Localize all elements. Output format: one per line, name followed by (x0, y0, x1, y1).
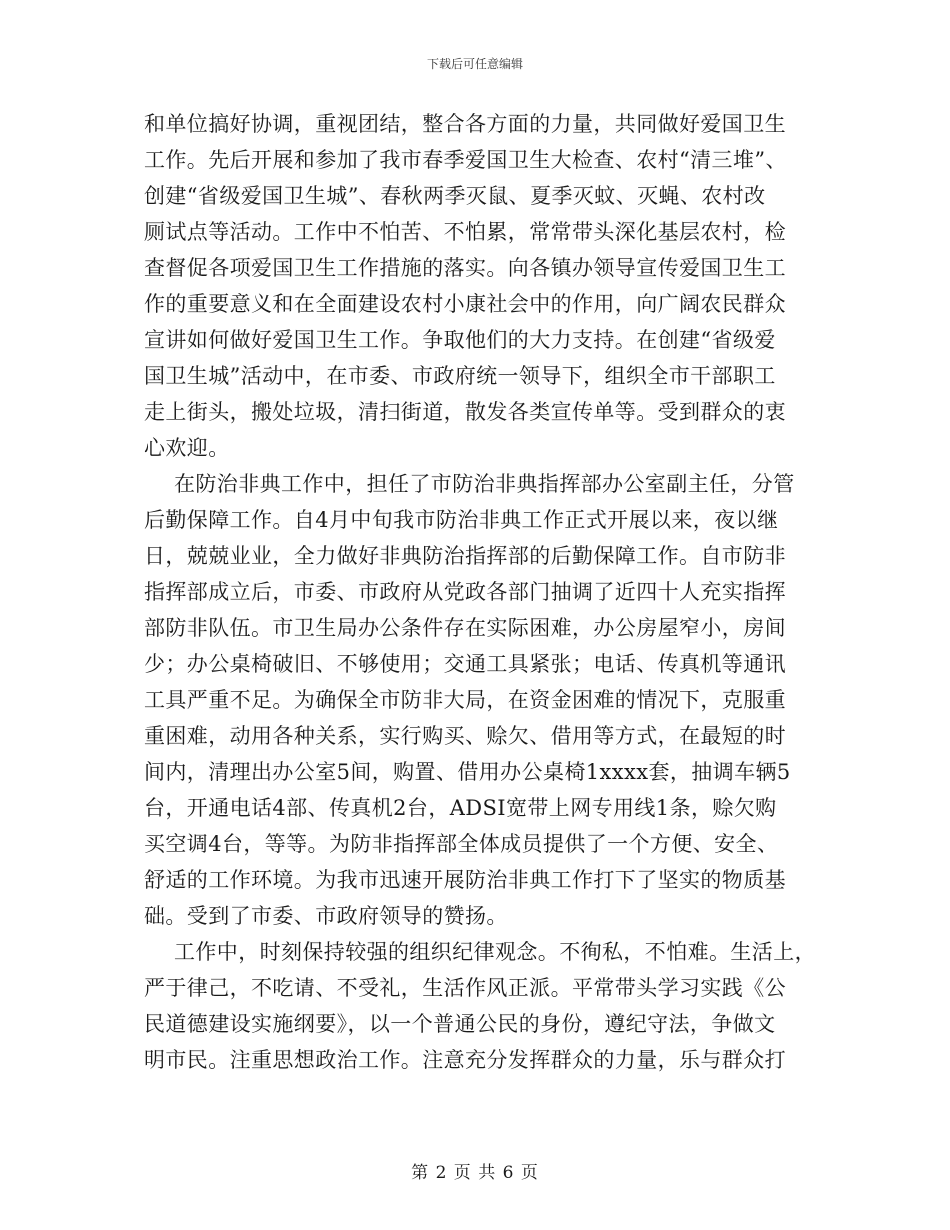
text-line: 少；办公桌椅破旧、不够使用；交通工具紧张；电话、传真机等通讯 (144, 652, 786, 676)
text-line: 走上街头，搬处垃圾，清扫街道，散发各类宣传单等。受到群众的衷 (144, 400, 786, 424)
text-line: 日，兢兢业业，全力做好非典防治指挥部的后勤保障工作。自市防非 (144, 544, 786, 568)
document-body (144, 106, 820, 1078)
page-header-note: 下载后可任意编辑 (426, 57, 523, 71)
text-line: 国卫生城”活动中，在市委、市政府统一领导下，组织全市干部职工 (144, 364, 776, 388)
text-line: 舒适的工作环境。为我市迅速开展防治非典工作打下了坚实的物质基 (144, 868, 786, 892)
text-line: 明市民。注重思想政治工作。注意充分发挥群众的力量，乐与群众打 (144, 1048, 786, 1072)
text-line: 后勤保障工作。自4月中旬我市防治非典工作正式开展以来，夜以继 (144, 508, 779, 532)
text-line: 作的重要意义和在全面建设农村小康社会中的作用，向广阔农民群众 (144, 292, 786, 316)
text-line: 台，开通电话4部、传真机2台，ADSI宽带上网专用线1条，赊欠购 (144, 796, 777, 820)
text-line: 和单位搞好协调，重视团结，整合各方面的力量，共同做好爱国卫生 (144, 112, 786, 136)
text-line: 买空调4台，等等。为防非指挥部全体成员提供了一个方便、安全、 (144, 832, 779, 856)
text-line: 工具严重不足。为确保全市防非大局，在资金困难的情况下，克服重 (144, 688, 786, 712)
text-line: 厕试点等活动。工作中不怕苦、不怕累，常常带头深化基层农村，检 (144, 220, 786, 244)
text-line: 重困难，动用各种关系，实行购买、赊欠、借用等方式，在最短的时 (144, 724, 786, 748)
text-line: 严于律己，不吃请、不受礼，生活作风正派。平常带头学习实践《公 (144, 976, 786, 1000)
text-line: 指挥部成立后，市委、市政府从党政各部门抽调了近四十人充实指挥 (144, 580, 786, 604)
text-line: 工作。先后开展和参加了我市春季爱国卫生大检查、农村“清三堆”、 (144, 148, 787, 172)
text-line: 础。受到了市委、市政府领导的赞扬。 (144, 904, 508, 928)
text-line: 间内，清理出办公室5间，购置、借用办公桌椅1xxxx套，抽调车辆5 (144, 760, 791, 784)
text-line: 在防治非典工作中，担任了市防治非典指挥部办公室副主任，分管 (174, 472, 795, 496)
text-line: 宣讲如何做好爱国卫生工作。争取他们的大力支持。在创建“省级爱 (144, 328, 776, 352)
text-line: 工作中，时刻保持较强的组织纪律观念。不徇私，不怕难。生活上， (174, 940, 816, 964)
text-line: 部防非队伍。市卫生局办公条件存在实际困难，办公房屋窄小，房间 (144, 616, 786, 640)
text-line: 查督促各项爱国卫生工作措施的落实。向各镇办领导宣传爱国卫生工 (144, 256, 786, 280)
text-line: 民道德建设实施纲要》，以一个普通公民的身份，遵纪守法，争做文 (144, 1012, 776, 1036)
page-number: 第 2 页 共 6 页 (411, 1163, 539, 1183)
text-line: 创建“省级爱国卫生城”、春秋两季灭鼠、夏季灭蚊、灭蝇、农村改 (144, 184, 766, 208)
text-line: 心欢迎。 (144, 436, 230, 460)
